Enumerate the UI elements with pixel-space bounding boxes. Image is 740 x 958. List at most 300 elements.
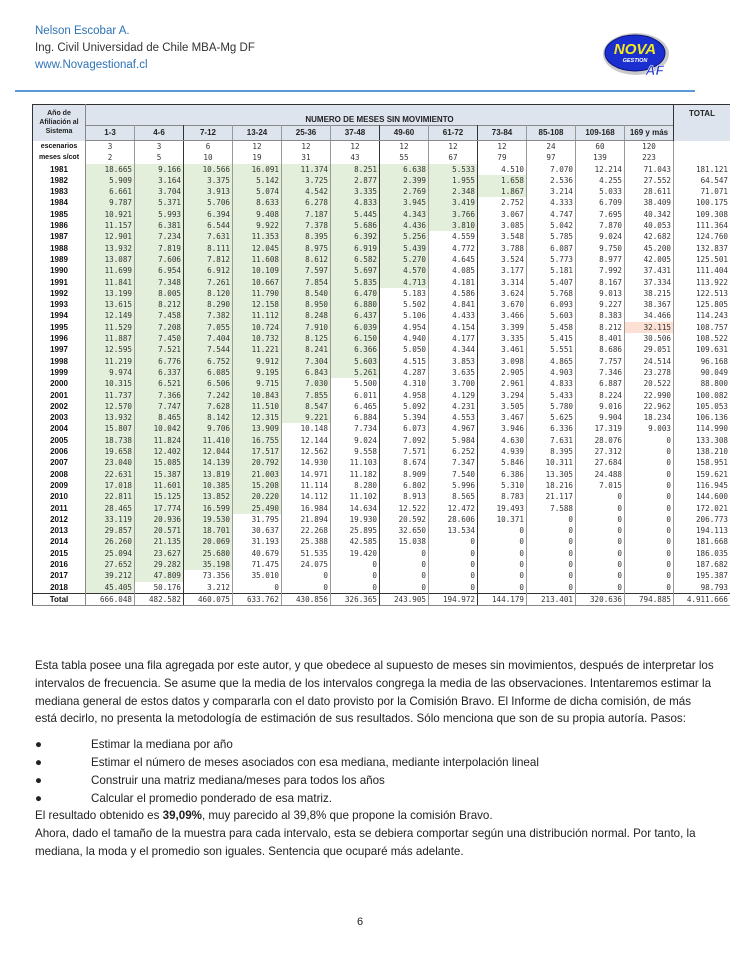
table-cell: 0	[625, 435, 674, 446]
table-cell: 5.625	[527, 412, 576, 423]
table-cell: 38.215	[625, 288, 674, 299]
row-label: 1984	[33, 197, 86, 208]
table-cell: 4.747	[527, 209, 576, 220]
table-cell: 12.149	[86, 310, 135, 321]
table-cell: 0	[576, 491, 625, 502]
row-label: 1987	[33, 231, 86, 242]
table-cell: 5.106	[380, 310, 429, 321]
table-cell: 4.181	[429, 277, 478, 288]
table-cell: 0	[478, 582, 527, 594]
table-cell: 8.975	[282, 243, 331, 254]
table-cell: 2.536	[527, 175, 576, 186]
page-number: 6	[357, 916, 364, 928]
table-cell: 3.946	[478, 423, 527, 434]
table-cell: 4.833	[331, 197, 380, 208]
table-cell: 4.344	[429, 344, 478, 355]
table-cell: 27.684	[576, 457, 625, 468]
table-cell: 4.343	[380, 209, 429, 220]
table-cell: 27.652	[86, 559, 135, 570]
table-cell: 6.337	[135, 367, 184, 378]
table-cell: 27.312	[576, 446, 625, 457]
row-label: 1996	[33, 333, 86, 344]
table-cell: 26.260	[86, 536, 135, 547]
table-cell: 10.148	[282, 423, 331, 434]
table-cell: 6.880	[331, 299, 380, 310]
row-total: 194.113	[695, 526, 728, 536]
paragraph-conclusion: Ahora, dado el tamaño de la muestra para cada intervalo, esta se debiera comportar según una distribución normal. Por tanto, la mediana, la moda y el promedio son iguales. Sentencia que ocuparé más adelante.	[35, 827, 696, 858]
row-total: 105.053	[695, 401, 728, 411]
table-cell: 12.214	[576, 164, 625, 175]
table-cell: 12	[380, 141, 429, 153]
table-cell: 7.571	[380, 446, 429, 457]
row-label: 2016	[33, 559, 86, 570]
table-cell: 6.278	[282, 197, 331, 208]
table-cell: 0	[576, 525, 625, 536]
table-cell: 12.044	[184, 446, 233, 457]
table-cell: 460.075	[184, 593, 233, 605]
table-row	[33, 548, 731, 559]
column-header: 13-24	[233, 126, 282, 141]
table-row	[33, 344, 731, 355]
table-cell: 4.630	[478, 435, 527, 446]
table-cell: 20.592	[380, 514, 429, 525]
bullet-icon: ●	[35, 738, 43, 752]
table-cell: 6.776	[135, 356, 184, 367]
table-cell: 16.984	[282, 503, 331, 514]
table-row	[33, 243, 731, 254]
table-cell: 3.766	[429, 209, 478, 220]
table-cell: 6.912	[184, 265, 233, 276]
table-cell: 13.932	[86, 243, 135, 254]
table-cell: 7.757	[576, 356, 625, 367]
table-cell: 29.857	[86, 525, 135, 536]
table-cell: 482.582	[135, 593, 184, 605]
column-header: 61-72	[429, 126, 478, 141]
row-total: 109.631	[695, 345, 728, 355]
table-cell: 3.524	[478, 254, 527, 265]
table-cell: 18.234	[625, 412, 674, 423]
table-cell: 223	[625, 152, 674, 163]
table-cell: 10.667	[233, 277, 282, 288]
table-cell: 9.787	[86, 197, 135, 208]
table-cell: 6.843	[282, 367, 331, 378]
row-total: 88.800	[700, 379, 728, 389]
table-cell: 3.788	[478, 243, 527, 254]
table-cell: 5.835	[331, 277, 380, 288]
step-item: ● Estimar el número de meses asociados con esa mediana, mediante interpolación lineal	[35, 754, 715, 772]
table-cell: 34.466	[625, 310, 674, 321]
table-cell: 194.972	[429, 593, 478, 605]
table-cell: 3.399	[478, 322, 527, 333]
table-cell: 5.984	[429, 435, 478, 446]
table-cell: 9.904	[576, 412, 625, 423]
table-cell: 37.431	[625, 265, 674, 276]
table-cell: 0	[478, 525, 527, 536]
table-cell: 12	[478, 141, 527, 153]
row-label: 1999	[33, 367, 86, 378]
row-label: 1991	[33, 277, 86, 288]
table-row	[33, 277, 731, 288]
table-cell: 31	[282, 152, 331, 163]
table-cell: 2.961	[478, 378, 527, 389]
table-row	[33, 356, 731, 367]
table-cell: 6.521	[135, 378, 184, 389]
table-cell: 22.811	[86, 491, 135, 502]
table-cell: 4.940	[380, 333, 429, 344]
table-row	[33, 390, 731, 401]
table-cell: 4.287	[380, 367, 429, 378]
table-cell: 5.042	[527, 220, 576, 231]
table-cell: 7.588	[527, 503, 576, 514]
year-column-header: Año de Afiliación al Sistema	[33, 105, 86, 141]
table-cell: 9.974	[86, 367, 135, 378]
column-header: 169 y más	[625, 126, 674, 141]
row-label: 2009	[33, 480, 86, 491]
table-cell: 6.381	[135, 220, 184, 231]
table-cell: 24.488	[576, 469, 625, 480]
table-cell: 7.347	[429, 457, 478, 468]
table-cell: 5.394	[380, 412, 429, 423]
table-cell: 0	[429, 570, 478, 581]
table-cell: 9.227	[576, 299, 625, 310]
row-total: 138.210	[695, 447, 728, 457]
table-cell: 0	[625, 503, 674, 514]
table-row	[33, 570, 731, 581]
table-cell: 7.070	[527, 164, 576, 175]
table-cell: 29.282	[135, 559, 184, 570]
table-cell: 14.930	[282, 457, 331, 468]
logo-text-nova: NOVA	[613, 41, 657, 58]
table-cell: 25.094	[86, 548, 135, 559]
table-cell: 0	[429, 548, 478, 559]
table-cell: 3.505	[478, 401, 527, 412]
table-cell: 0	[625, 480, 674, 491]
table-cell: 17.319	[576, 423, 625, 434]
row-label: 1986	[33, 220, 86, 231]
table-cell: 243.905	[380, 593, 429, 605]
table-cell: 50.176	[135, 582, 184, 594]
table-cell: 4.570	[380, 265, 429, 276]
table-cell: 23.278	[625, 367, 674, 378]
table-cell: 9.912	[233, 356, 282, 367]
table-cell: 3.635	[429, 367, 478, 378]
table-cell: 4.939	[478, 446, 527, 457]
table-cell: 0	[625, 536, 674, 547]
table-cell: 0	[527, 548, 576, 559]
table-cell: 4.436	[380, 220, 429, 231]
table-row	[33, 514, 731, 525]
table-cell: 30.506	[625, 333, 674, 344]
row-label: 2014	[33, 536, 86, 547]
table-cell: 22.268	[282, 525, 331, 536]
table-cell: 3.725	[282, 175, 331, 186]
table-cell: 7.628	[184, 401, 233, 412]
row-label: 2005	[33, 435, 86, 446]
table-cell: 9.558	[331, 446, 380, 457]
table-row	[33, 480, 731, 491]
table-cell: 8.909	[380, 469, 429, 480]
table-cell: 35.010	[233, 570, 282, 581]
table-cell: 3.085	[478, 220, 527, 231]
table-cell: 5.310	[478, 480, 527, 491]
table-cell: 9.715	[233, 378, 282, 389]
table-cell: 9.221	[282, 412, 331, 423]
table-cell: 22.962	[625, 401, 674, 412]
table-cell: 12.144	[282, 435, 331, 446]
table-cell: 9.922	[233, 220, 282, 231]
row-total: 111.364	[695, 221, 728, 231]
table-cell: 6.252	[429, 446, 478, 457]
table-cell: 7.695	[576, 209, 625, 220]
row-label: 1997	[33, 344, 86, 355]
table-cell: 2	[86, 152, 135, 163]
table-cell: 7.092	[380, 435, 429, 446]
table-cell: 12.472	[429, 503, 478, 514]
table-cell: 24.514	[625, 356, 674, 367]
row-total: 124.760	[695, 232, 728, 242]
table-cell: 4.085	[429, 265, 478, 276]
table-cell: 7.631	[527, 435, 576, 446]
table-cell: 3	[135, 141, 184, 153]
table-cell: 12.158	[233, 299, 282, 310]
table-cell: 40.053	[625, 220, 674, 231]
table-cell: 5.603	[331, 356, 380, 367]
row-total	[674, 152, 731, 163]
step-item: ● Construir una matriz mediana/meses para todos los años	[35, 772, 715, 790]
logo-text-af: AF	[645, 62, 664, 78]
table-cell: 6.336	[527, 423, 576, 434]
table-cell: 8.212	[135, 299, 184, 310]
table-cell: 5.092	[380, 401, 429, 412]
table-row	[33, 186, 731, 197]
table-cell: 5.686	[331, 220, 380, 231]
table-cell: 11.353	[233, 231, 282, 242]
table-cell: 3.853	[429, 356, 478, 367]
row-label: 1990	[33, 265, 86, 276]
table-cell: 0	[625, 469, 674, 480]
table-row	[33, 401, 731, 412]
table-cell: 31.795	[233, 514, 282, 525]
row-total: 144.600	[695, 492, 728, 502]
table-cell: 42.585	[331, 536, 380, 547]
table-cell: 4.333	[527, 197, 576, 208]
table-cell: 213.401	[527, 593, 576, 605]
table-row	[33, 469, 731, 480]
table-cell: 22.631	[86, 469, 135, 480]
table-cell: 7.348	[135, 277, 184, 288]
row-total: 132.837	[695, 243, 728, 253]
table-cell: 8.241	[282, 344, 331, 355]
table-cell: 9.706	[184, 423, 233, 434]
table-row	[33, 559, 731, 570]
column-header: 1-3	[86, 126, 135, 141]
table-cell: 3.164	[135, 175, 184, 186]
group-header: NUMERO DE MESES SIN MOVIMIENTO	[86, 105, 674, 126]
row-label: 1981	[33, 164, 86, 175]
table-cell: 7.812	[184, 254, 233, 265]
column-header: 7-12	[184, 126, 233, 141]
row-label: 2018	[33, 582, 86, 594]
table-cell: 14.139	[184, 457, 233, 468]
table-cell: 0	[576, 503, 625, 514]
table-cell: 8.465	[135, 412, 184, 423]
table-cell: 8.212	[576, 322, 625, 333]
data-table-container	[32, 104, 730, 606]
table-cell: 67	[429, 152, 478, 163]
table-cell: 3.810	[429, 220, 478, 231]
row-label: 2004	[33, 423, 86, 434]
table-cell: 24	[527, 141, 576, 153]
table-cell: 14.634	[331, 503, 380, 514]
table-cell: 15.085	[135, 457, 184, 468]
table-cell: 6.506	[184, 378, 233, 389]
table-cell: 11.112	[233, 310, 282, 321]
table-cell: 5.773	[527, 254, 576, 265]
table-cell: 3.466	[478, 310, 527, 321]
row-total: 133.308	[695, 435, 728, 445]
row-total: 90.049	[700, 367, 728, 377]
table-cell: 11.157	[86, 220, 135, 231]
table-cell: 11.182	[331, 469, 380, 480]
table-cell: 45.200	[625, 243, 674, 254]
steps-list	[35, 736, 715, 807]
website-link[interactable]: www.Novagestionaf.cl	[35, 59, 148, 71]
table-cell: 5.533	[429, 164, 478, 175]
table-cell: 28.606	[429, 514, 478, 525]
table-cell: 7.855	[282, 390, 331, 401]
table-cell: 7.346	[576, 367, 625, 378]
table-cell: 3.212	[184, 582, 233, 594]
table-cell: 10.385	[184, 480, 233, 491]
table-cell: 13.305	[527, 469, 576, 480]
table-cell: 5.551	[527, 344, 576, 355]
table-cell: 6.919	[331, 243, 380, 254]
table-cell: 0	[429, 582, 478, 594]
row-total: 4.911.666	[674, 593, 731, 605]
table-cell: 32.115	[625, 322, 674, 333]
table-cell: 11.219	[86, 356, 135, 367]
row-total: 206.773	[695, 514, 728, 524]
table-cell: 18.216	[527, 480, 576, 491]
table-cell: 13.199	[86, 288, 135, 299]
row-total: 96.168	[700, 356, 728, 366]
table-cell: 9.195	[233, 367, 282, 378]
table-cell: 4.903	[527, 367, 576, 378]
table-cell: 9.013	[576, 288, 625, 299]
row-total: 114.990	[695, 424, 728, 434]
table-cell: 0	[527, 536, 576, 547]
table-cell: 40.679	[233, 548, 282, 559]
table-cell: 5.846	[478, 457, 527, 468]
row-label: 2011	[33, 503, 86, 514]
row-total: 106.136	[695, 413, 728, 423]
row-label: 1992	[33, 288, 86, 299]
table-cell: 5.706	[184, 197, 233, 208]
table-cell: 0	[380, 548, 429, 559]
table-cell: 6.039	[331, 322, 380, 333]
table-cell: 0	[478, 570, 527, 581]
table-cell: 8.401	[576, 333, 625, 344]
table-cell: 21.135	[135, 536, 184, 547]
bullet-icon: ●	[35, 791, 43, 805]
table-cell: 8.125	[282, 333, 331, 344]
table-cell: 21.003	[233, 469, 282, 480]
table-cell: 5.270	[380, 254, 429, 265]
table-cell: 3.704	[135, 186, 184, 197]
table-cell: 5.993	[135, 209, 184, 220]
row-total: 98.793	[700, 582, 728, 592]
table-cell: 47.809	[135, 570, 184, 581]
table-cell: 4.510	[478, 164, 527, 175]
table-cell: 0	[625, 514, 674, 525]
table-row	[33, 423, 731, 434]
table-cell: 4.833	[527, 378, 576, 389]
table-cell: 23.040	[86, 457, 135, 468]
table-cell: 1.955	[429, 175, 478, 186]
table-row	[33, 582, 731, 594]
table-cell: 4.515	[380, 356, 429, 367]
table-cell: 6.150	[331, 333, 380, 344]
table-cell: 7.187	[282, 209, 331, 220]
table-cell: 7.458	[135, 310, 184, 321]
table-cell: 5.697	[331, 265, 380, 276]
table-cell: 12	[233, 141, 282, 153]
table-row	[33, 503, 731, 514]
table-cell: 16.091	[233, 164, 282, 175]
table-cell: 3.294	[478, 390, 527, 401]
row-total: 195.387	[695, 571, 728, 581]
table-cell: 3.375	[184, 175, 233, 186]
table-cell: 9.750	[576, 243, 625, 254]
table-cell: 2.905	[478, 367, 527, 378]
table-cell: 7.030	[282, 378, 331, 389]
row-label: 2001	[33, 390, 86, 401]
row-total: 181.668	[695, 537, 728, 547]
table-cell: 19	[233, 152, 282, 163]
table-row	[33, 310, 731, 321]
table-cell: 13.534	[429, 525, 478, 536]
table-cell: 24.075	[282, 559, 331, 570]
table-cell: 326.365	[331, 593, 380, 605]
table-cell: 25.680	[184, 548, 233, 559]
row-total: 113.922	[695, 277, 728, 287]
table-cell: 9.016	[576, 401, 625, 412]
months-without-movement-table	[32, 104, 730, 606]
table-cell: 6	[184, 141, 233, 153]
row-label: 2007	[33, 457, 86, 468]
table-cell: 139	[576, 152, 625, 163]
table-cell: 9.408	[233, 209, 282, 220]
table-cell: 6.394	[184, 209, 233, 220]
table-cell: 12.570	[86, 401, 135, 412]
table-cell: 0	[478, 548, 527, 559]
table-cell: 7.631	[184, 231, 233, 242]
row-label: 1994	[33, 310, 86, 321]
table-cell: 19.420	[331, 548, 380, 559]
table-cell: 3	[86, 141, 135, 153]
table-cell: 3.419	[429, 197, 478, 208]
table-cell: 8.547	[282, 401, 331, 412]
table-cell: 4.177	[429, 333, 478, 344]
table-cell: 10.921	[86, 209, 135, 220]
document-header	[35, 23, 255, 74]
table-cell: 42.682	[625, 231, 674, 242]
table-row	[33, 491, 731, 502]
table-cell: 11.887	[86, 333, 135, 344]
table-cell: 13.909	[233, 423, 282, 434]
table-cell: 60	[576, 141, 625, 153]
table-cell: 5.261	[331, 367, 380, 378]
